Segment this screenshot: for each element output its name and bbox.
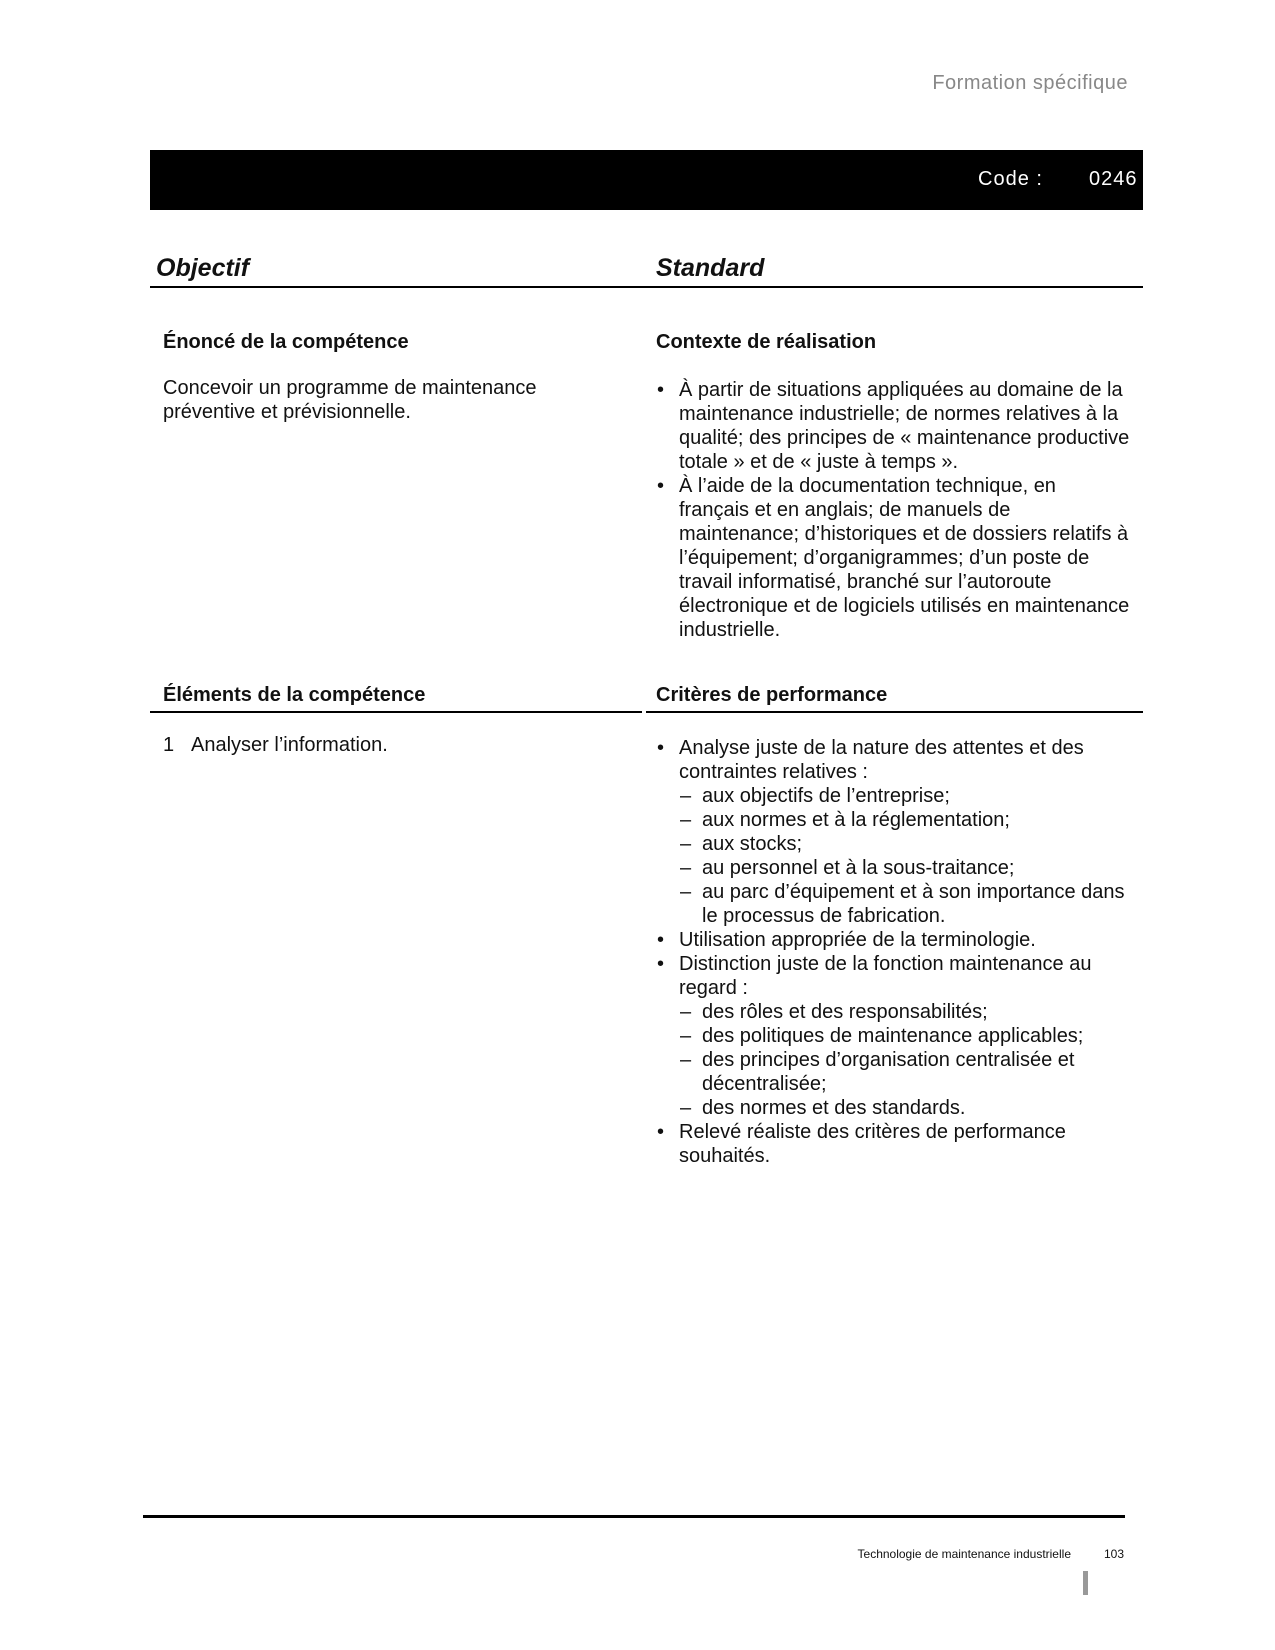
criterion-text: Relevé réaliste des critères de performance souhaités. [679,1121,1066,1167]
sub-item: – des principes d’organisation centralisée et décentralisée; [679,1048,1131,1096]
list-item: • À l’aide de la documentation technique, en français et en anglais; de manuels de maintenance; d’historiques et de dossiers relatifs à l’équipement; d’organigrammes; d’un poste de travail informatisé, branché sur l’autoroute électronique et de logiciels utilisés en maintenance industrielle. [656,474,1131,642]
criterion-text: Utilisation appropriée de la terminologie. [679,929,1036,951]
code-value: 0246 [1089,168,1138,190]
enonce-line-1: Concevoir un programme de maintenance [163,377,537,399]
sub-item: – des politiques de maintenance applicables; [679,1024,1131,1048]
code-label: Code : [978,168,1043,190]
criteres-rule [646,711,1143,713]
contexte-title: Contexte de réalisation [656,331,877,353]
criteres-list [656,736,1131,1168]
margin-mark [1083,1571,1088,1595]
footer-rule [143,1515,1125,1518]
standard-heading: Standard [656,254,765,282]
enonce-text [163,376,537,424]
criterion-text: Analyse juste de la nature des attentes et des contraintes relatives : [679,737,1084,783]
list-item: • À partir de situations appliquées au domaine de la maintenance industrielle; de normes relatives à la qualité; des principes de « maintenance productive totale » et de « juste à temps ». [656,378,1131,474]
sub-list [679,1000,1131,1120]
element-number: 1 [163,734,175,756]
sub-item: – aux objectifs de l’entreprise; [679,784,1131,808]
sub-item: – aux stocks; [679,832,1131,856]
elements-title: Éléments de la compétence [163,684,426,706]
sub-item: – au parc d’équipement et à son importance dans le processus de fabrication. [679,880,1131,928]
list-item [656,952,1131,1120]
sub-list [679,784,1131,928]
criteres-title: Critères de performance [656,684,888,706]
sub-item: – aux normes et à la réglementation; [679,808,1131,832]
code-band [150,150,1143,210]
elements-rule [150,711,642,713]
contexte-list [656,378,1131,642]
enonce-line-2: préventive et prévisionnelle. [163,401,411,423]
element-text: Analyser l’information. [191,734,388,756]
page-number: 103 [1104,1547,1125,1561]
objectif-heading: Objectif [156,254,250,282]
sub-item: – des normes et des standards. [679,1096,1131,1120]
list-item [656,1120,1131,1168]
criterion-text: Distinction juste de la fonction maintenance au regard : [679,953,1092,999]
sub-item: – des rôles et des responsabilités; [679,1000,1131,1024]
section-label: Formation spécifique [932,72,1128,94]
list-item [656,736,1131,928]
heading-rule [150,286,1143,288]
list-item [656,928,1131,952]
footer-title: Technologie de maintenance industrielle [857,1547,1071,1561]
sub-item: – au personnel et à la sous-traitance; [679,856,1131,880]
enonce-title: Énoncé de la compétence [163,331,409,353]
